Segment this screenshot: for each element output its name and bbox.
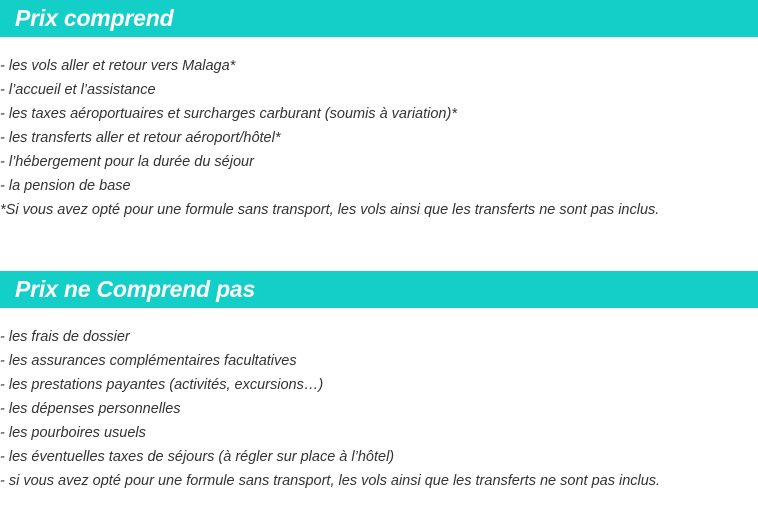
footnote: *Si vous avez opté pour une formule sans transport, les vols ainsi que les transferts ne sont pas inclus.: [0, 202, 660, 218]
list-item: - les taxes aéroportuaires et surcharges carburant (soumis à variation)*: [0, 106, 457, 122]
list-item: - les pourboires usuels: [0, 425, 146, 441]
list-item: - si vous avez opté pour une formule sans transport, les vols ainsi que les transferts ne sont pas inclus.: [0, 473, 661, 489]
list-item: - les dépenses personnelles: [0, 401, 181, 417]
list-item: - l’accueil et l’assistance: [0, 82, 156, 98]
list-item: - les vols aller et retour vers Malaga*: [0, 58, 236, 74]
list-item: - l’hébergement pour la durée du séjour: [0, 154, 254, 170]
list-item: - les assurances complémentaires facultatives: [0, 353, 297, 369]
list-item: - la pension de base: [0, 178, 131, 194]
list-item: - les transferts aller et retour aéroport/hôtel*: [0, 130, 281, 146]
list-item: - les frais de dossier: [0, 329, 130, 345]
included-list: [0, 54, 659, 222]
list-item: - les prestations payantes (activités, excursions…): [0, 377, 324, 393]
excluded-list: [0, 325, 660, 493]
included-section-header: [0, 0, 758, 37]
included-title: Prix comprend: [15, 5, 174, 31]
excluded-section-header: [0, 271, 758, 308]
excluded-title: Prix ne Comprend pas: [15, 276, 256, 302]
list-item: - les éventuelles taxes de séjours (à régler sur place à l’hôtel): [0, 449, 395, 465]
